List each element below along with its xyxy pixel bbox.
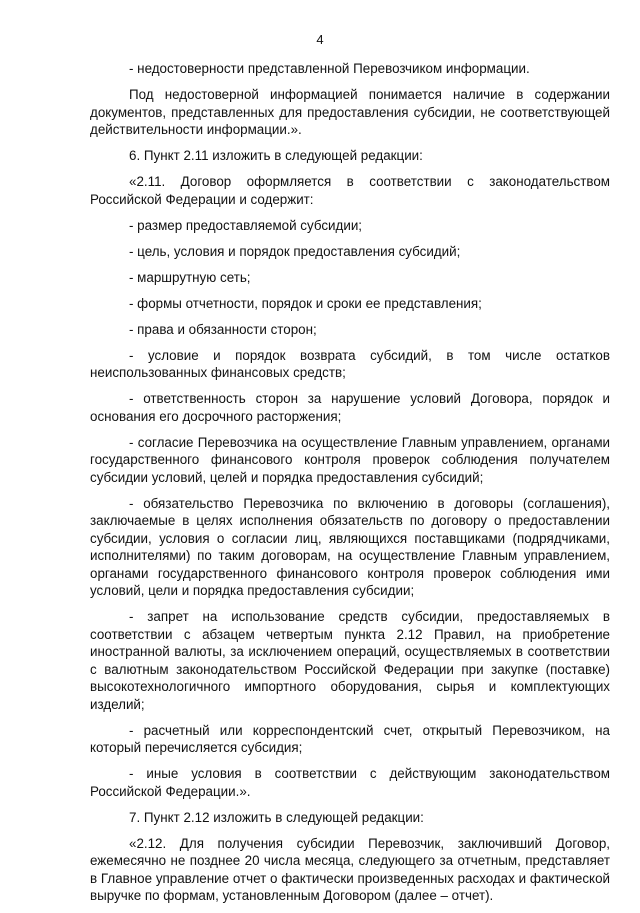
paragraph: 6. Пункт 2.11 изложить в следующей редакции:: [129, 148, 423, 163]
list-item: - формы отчетности, порядок и сроки ее представления;: [129, 295, 482, 311]
paragraph: «2.12. Для получения субсидии Перевозчик, заключивший Договор, ежемесячно не позднее 20 числа месяца, следующего за отчетным, представляет в Главное управление отчет о фактически произведенных расходах и фактической выручке по формам, установленным Договором (далее – отчет).: [90, 835, 610, 903]
list-item: - обязательство Перевозчика по включению в договоры (соглашения), заключаемые в целях исполнения обязательств по договору о предоставлении субсидии, условия о согласии лиц, являющихся поставщиками (подрядчиками, исполнителями) по таким договорам, на осуществление Главным управлением, органами государственного финансового контроля проверок соблюдения ими условий, цели и порядка предоставления субсидии;: [90, 495, 610, 598]
list-item: - запрет на использование средств субсидии, предоставляемых в соответствии с абзацем четвертым пункта 2.12 Правил, на приобретение иностранной валюты, за исключением операций, осуществляемых в соответствии с валютным законодательством Российской Федерации при закупке (поставке) высокотехнологичного импортного оборудования, сырья и комплектующих изделий;: [90, 609, 610, 712]
paragraph: - недостоверности представленной Перевозчиком информации.: [129, 61, 530, 76]
document-body: [90, 60, 610, 913]
paragraph: «2.11. Договор оформляется в соответствии с законодательством Российской Федерации и содержит:: [90, 174, 610, 207]
paragraph: 7. Пункт 2.12 изложить в следующей редакции:: [129, 809, 424, 825]
list-item: - цель, условия и порядок предоставления субсидий;: [129, 243, 461, 259]
list-item: - размер предоставляемой субсидии;: [129, 217, 363, 233]
list-item: - права и обязанности сторон;: [129, 321, 317, 337]
list-item: - ответственность сторон за нарушение условий Договора, порядок и основания его досрочного расторжения;: [90, 391, 610, 424]
list-item: - согласие Перевозчика на осуществление Главным управлением, органами государственного финансового контроля проверок соблюдения получателем субсидии условий, целей и порядка предоставления субсидий;: [90, 434, 610, 485]
paragraph: Под недостоверной информацией понимается наличие в содержании документов, представленных для предоставления субсидии, не соответствующей действительности информации.».: [90, 87, 610, 137]
list-item: - маршрутную сеть;: [129, 269, 251, 285]
list-item: - иные условия в соответствии с действующим законодательством Российской Федерации.».: [90, 766, 610, 799]
page-number: 4: [316, 32, 324, 47]
list-item: - условие и порядок возврата субсидий, в том числе остатков неиспользованных финансовых средств;: [90, 347, 610, 380]
list-item: - расчетный или корреспондентский счет, открытый Перевозчиком, на который перечисляется субсидия;: [90, 722, 610, 755]
